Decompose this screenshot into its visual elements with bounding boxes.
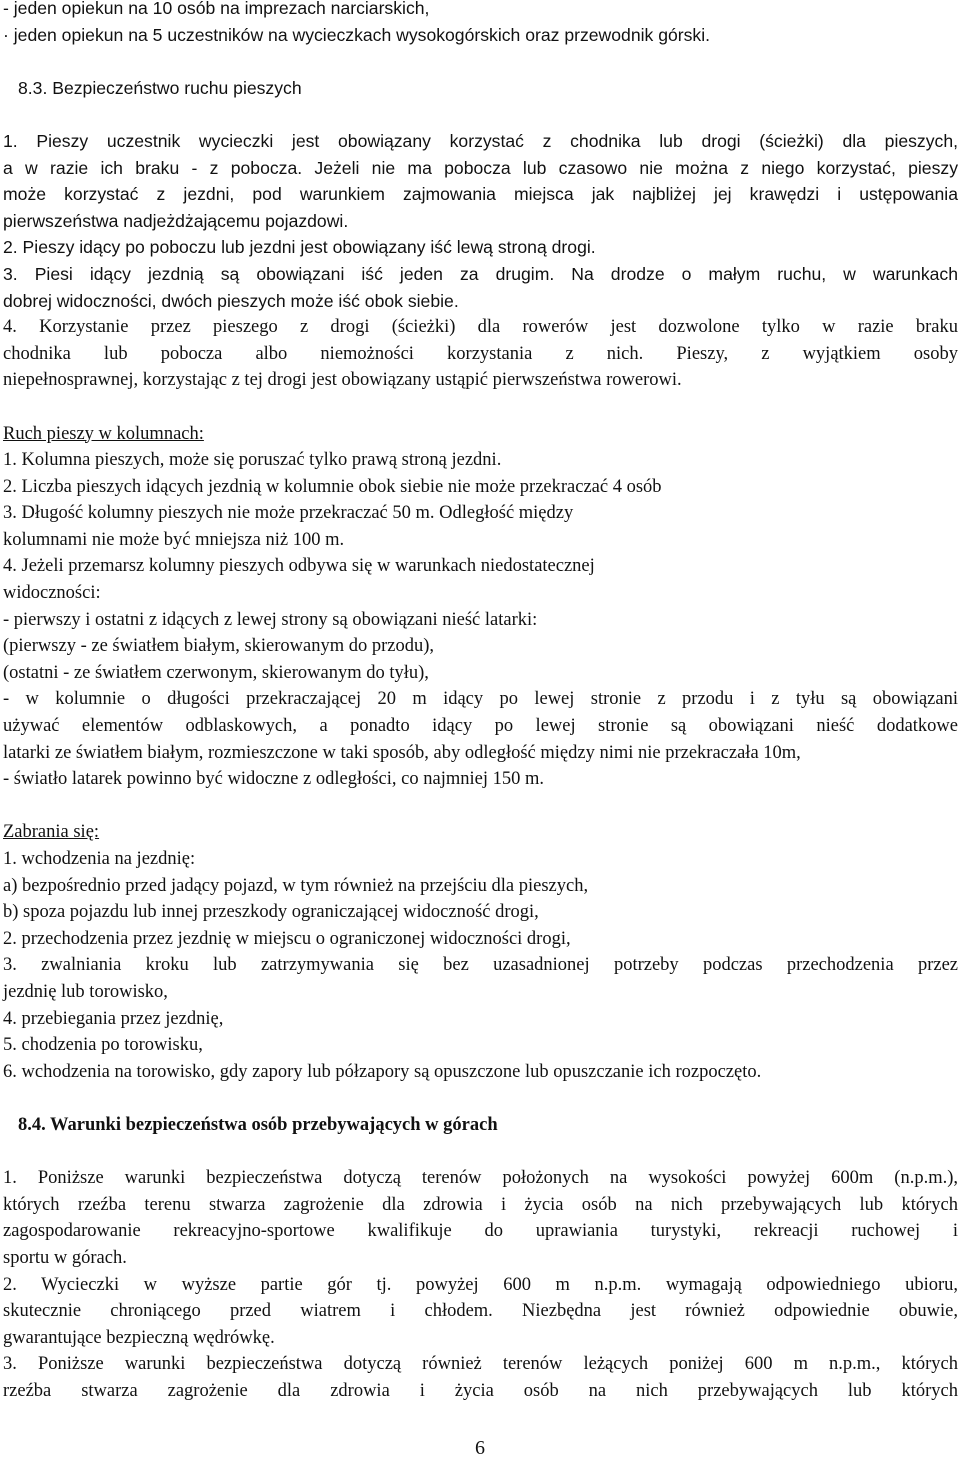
- text-line: niepełnosprawnej, korzystając z tej drogi jest obowiązany ustąpić pierwszeństwa rowerowi.: [3, 370, 682, 391]
- text-line: - pierwszy i ostatni z idących z lewej strony są obowiązani nieść latarki:: [3, 609, 538, 630]
- text-line: Zabrania się:: [3, 822, 100, 843]
- text-line: 2. Liczba pieszych idących jezdnią w kolumnie obok siebie nie może przekraczać 4 osób: [3, 476, 662, 497]
- blank-line: [3, 394, 958, 421]
- text-line: 8.3. Bezpieczeństwo ruchu pieszych: [18, 77, 302, 98]
- text-line: może korzystać z jezdni, pod warunkiem zajmowania miejsca jak najbliżej jej krawędzi i ustępowania: [3, 184, 958, 205]
- blank-line: [3, 101, 958, 128]
- text-line: 4. Korzystanie przez pieszego z drogi (ścieżki) dla rowerów jest dozwolone tylko w razie braku: [3, 317, 958, 338]
- text-line: 3. zwalniania kroku lub zatrzymywania się bez uzasadnionej potrzeby podczas przechodzenia przez: [3, 955, 958, 976]
- text-line: 1. Poniższe warunki bezpieczeństwa dotyczą terenów położonych na wysokości powyżej 600m (n.p.m.),: [3, 1168, 958, 1189]
- text-line: (ostatni - ze światłem czerwonym, skierowanym do tyłu),: [3, 662, 429, 683]
- text-line: 2. przechodzenia przez jezdnię w miejscu o ograniczonej widoczności drogi,: [3, 928, 571, 949]
- text-line: - jeden opiekun na 10 osób na imprezach narciarskich,: [3, 0, 430, 18]
- text-line: Ruch pieszy w kolumnach:: [3, 423, 204, 444]
- blank-line: [3, 1085, 958, 1112]
- text-line: gwarantujące bezpieczną wędrówkę.: [3, 1327, 275, 1348]
- text-line: pierwszeństwa nadjeżdżającemu pojazdowi.: [3, 210, 349, 231]
- text-line: których rzeźba terenu stwarza zagrożenie dla zdrowia i życia osób na nich przebywających lub których: [3, 1194, 958, 1215]
- text-line: 1. Pieszy uczestnik wycieczki jest obowiązany korzystać z chodnika lub drogi (ścieżki) dla pieszych,: [3, 130, 958, 151]
- blank-line: [3, 793, 958, 820]
- text-line: dobrej widoczności, dwóch pieszych może iść obok siebie.: [3, 290, 459, 311]
- document-page: [3, 0, 958, 1404]
- text-line: latarki ze światłem białym, rozmieszczone w taki sposób, aby odległość między nimi nie przekraczała 10m,: [3, 742, 801, 763]
- text-line: 4. przebiegania przez jezdnię,: [3, 1008, 224, 1029]
- text-line: - światło latarek powinno być widoczne z odległości, co najmniej 150 m.: [3, 769, 544, 790]
- text-line: (pierwszy - ze światłem białym, skierowanym do przodu),: [3, 636, 435, 657]
- blank-line: [3, 48, 958, 75]
- text-line: 3. Poniższe warunki bezpieczeństwa dotyczą również terenów leżących poniżej 600 m n.p.m., których: [3, 1354, 958, 1375]
- text-line: a w razie ich braku - z pobocza. Jeżeli nie ma pobocza lub czasowo nie można z niego korzystać, pieszy: [3, 157, 958, 178]
- text-line: a) bezpośrednio przed jadący pojazd, w tym również na przejściu dla pieszych,: [3, 875, 589, 896]
- text-line: 1. wchodzenia na jezdnię:: [3, 849, 196, 869]
- text-line: jezdnię lub torowisko,: [3, 981, 168, 1002]
- text-line: 6. wchodzenia na torowisko, gdy zapory lub półzapory są opuszczone lub opuszczanie ich rozpoczęto.: [3, 1061, 762, 1082]
- text-line: 3. Długość kolumny pieszych nie może przekraczać 50 m. Odległość między: [3, 503, 574, 524]
- text-line: 4. Jeżeli przemarsz kolumny pieszych odbywa się w warunkach niedostatecznej: [3, 556, 595, 577]
- text-line: widoczności:: [3, 583, 101, 604]
- text-line: 2. Wycieczki w wyższe partie gór tj. powyżej 600 m n.p.m. wymagają odpowiedniego ubioru,: [3, 1274, 958, 1295]
- text-line: 8.4. Warunki bezpieczeństwa osób przebywających w górach: [18, 1114, 498, 1135]
- text-line: 1. Kolumna pieszych, może się poruszać tylko prawą stroną jezdni.: [3, 450, 502, 471]
- page-number: 6: [475, 1437, 485, 1459]
- text-line: chodnika lub pobocza albo niemożności korzystania z nich. Pieszy, z wyjątkiem osoby: [3, 343, 958, 364]
- text-line: skutecznie chroniącego przed wiatrem i chłodem. Niezbędna jest również odpowiednie obuwie,: [3, 1301, 958, 1322]
- text-line: b) spoza pojazdu lub innej przeszkody ograniczającej widoczność drogi,: [3, 902, 539, 923]
- text-line: 2. Pieszy idący po poboczu lub jezdni jest obowiązany iść lewą stroną drogi.: [3, 237, 596, 258]
- text-line: · jeden opiekun na 5 uczestników na wycieczkach wysokogórskich oraz przewodnik górski.: [3, 24, 711, 45]
- text-line: kolumnami nie może być mniejsza niż 100 m.: [3, 529, 345, 550]
- text-line: 5. chodzenia po torowisku,: [3, 1035, 203, 1056]
- text-line: - w kolumnie o długości przekraczającej 20 m idący po lewej stronie z przodu i z tyłu są obowiązani: [3, 689, 958, 710]
- text-line: 3. Piesi idący jezdnią są obowiązani iść jeden za drugim. Na drodze o małym ruchu, w warunkach: [3, 263, 958, 284]
- text-line: sportu w górach.: [3, 1247, 127, 1268]
- text-line: używać elementów odblaskowych, a ponadto idący po lewej stronie są obowiązani nieść dodatkowe: [3, 716, 958, 737]
- blank-line: [3, 1139, 958, 1166]
- text-line: zagospodarowanie rekreacyjno-sportowe kwalifikuje do uprawiania turystyki, rekreacji ruchowej i: [3, 1221, 958, 1242]
- text-line: rzeźba stwarza zagrożenie dla zdrowia i życia osób na nich przebywających lub których: [3, 1380, 958, 1401]
